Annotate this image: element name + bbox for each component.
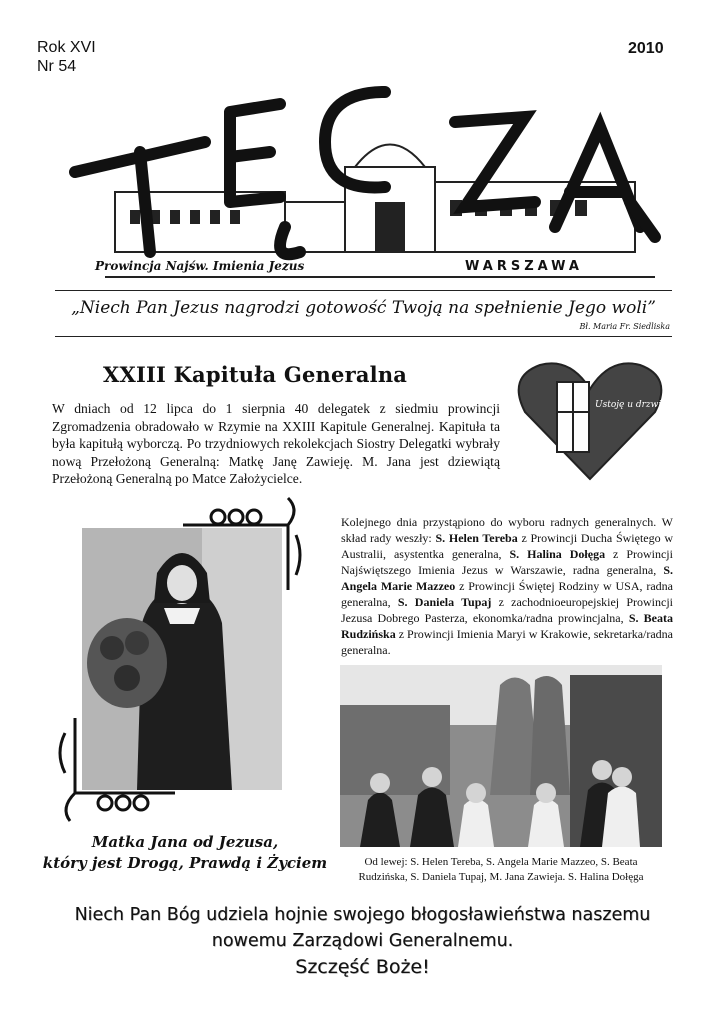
motto-divider — [55, 336, 672, 337]
masthead-logo — [55, 52, 670, 287]
motto-text: „Niech Pan Jezus nagrodzi gotowość Twoją na spełnienie Jego woli” — [71, 298, 656, 318]
closing-line-2: nowemu Zarządowi Generalnemu. — [211, 931, 514, 951]
top-divider — [55, 290, 672, 291]
ornament-corner-bottom-left — [50, 713, 178, 825]
portrait-caption-line-1: Matka Jana od Jezusa, — [91, 833, 279, 851]
council-member-name: S. Daniela Tupaj — [397, 595, 492, 609]
portrait-caption-line-2: który jest Drogą, Prawdą i Życiem — [42, 854, 328, 872]
article-paragraph-2: Kolejnego dnia przystąpiono do wyboru radnych generalnych. W skład rady weszły: S. Helen Tereba z Prowincji Ducha Świętego w Australii, asystentka generalna, S. Halina Dołęga z Prowincji Najświętszego Imienia Jezus w Warszawie, radna generalna, S. Angela Marie Mazzeo z Prowincji Świętej Rodziny w USA, radna generalna, S. Daniela Tupaj z zachodnioeuropejskiej Prowincji Jezusa Dobrego Pasterza, ekonomka/radna prowincjalna, S. Beata Rudzińska z Prowincji Imienia Maryi w Krakowie, sekretarka/radna generalna. — [341, 515, 674, 657]
logo-city: WARSZAWA — [465, 259, 583, 274]
portrait-caption — [35, 832, 335, 874]
group-photo-caption: Od lewej: S. Helen Tereba, S. Angela Marie Mazzeo, S. Beata Rudzińska, S. Daniela Tupaj, M. Jana Zawieja. S. Halina Dołęga — [358, 856, 644, 883]
ornament-corner-top-right — [178, 495, 306, 595]
heart-emblem-text: Ustoję u drzwi i kołaczę — [595, 400, 705, 410]
council-member-name: S. Angela Marie Mazzeo — [341, 563, 673, 593]
article-title: XXIII Kapituła Generalna — [103, 362, 408, 387]
p2-intro: Kolejnego dnia przystąpiono do wyboru radnych generalnych. W skład rady weszły: — [341, 515, 673, 545]
volume-label: Rok XVI — [37, 39, 96, 56]
council-member-name: S. Beata Rudzińska — [341, 611, 673, 641]
heart-emblem — [515, 357, 705, 482]
article-paragraph-1: W dniach od 12 lipca do 1 sierpnia 40 delegatek z siedmiu prowincji Zgromadzenia obradowało w Rzymie na XXIII Kapitule Generalnej. Kapituła ta była kapitułą wyborczą. Po trzydniowych rekolekcjach Siostry Delegatki wybrały nową Przełożoną Generalną: Matkę Janę Zawieję. M. Jana jest dziewiątą Przełożoną Generalną po Matce Założycielce. — [52, 401, 500, 487]
council-member-name: S. Halina Dołęga — [509, 547, 606, 561]
logo-province: Prowincja Najśw. Imienia Jezus — [95, 259, 305, 273]
closing-line-3: Szczęść Boże! — [295, 956, 430, 978]
issue-number: Nr 54 — [37, 58, 77, 75]
motto-attribution: Bł. Maria Fr. Siedliska — [579, 322, 670, 331]
issue-year: 2010 — [628, 40, 664, 57]
closing-line-1: Niech Pan Bóg udziela hojnie swojego błogosławieństwa naszemu — [74, 905, 651, 925]
group-photo — [340, 665, 662, 847]
closing-blessing — [40, 902, 685, 980]
council-member-name: S. Helen Tereba — [435, 531, 518, 545]
